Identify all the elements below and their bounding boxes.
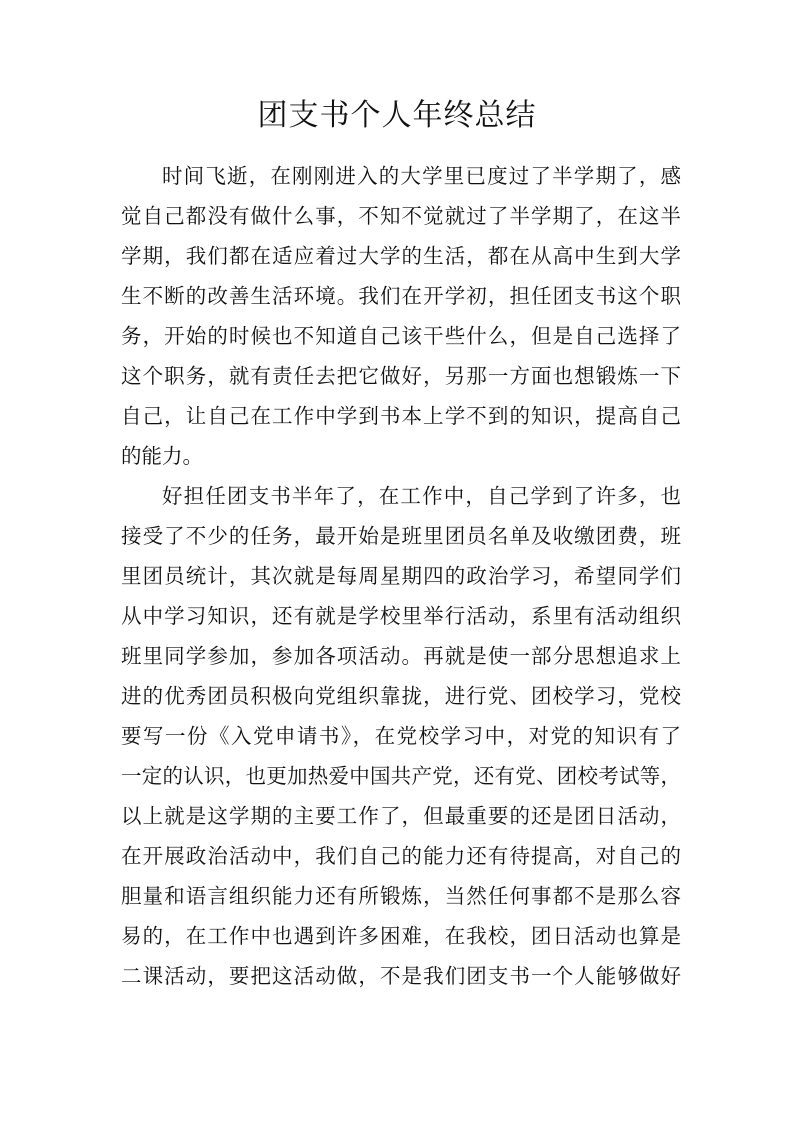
text-line: 的能力。 bbox=[121, 444, 203, 468]
paragraph-2 bbox=[121, 476, 681, 996]
text-line: 班里同学参加，参加各项活动。再就是使一部分思想追求上 bbox=[121, 644, 681, 668]
text-line: 易的，在工作中也遇到许多困难，在我校，团日活动也算是 bbox=[121, 924, 681, 948]
text-line: 自己，让自己在工作中学到书本上学不到的知识，提高自己 bbox=[121, 404, 681, 428]
text-line: 生不断的改善生活环境。我们在开学初，担任团支书这个职 bbox=[121, 284, 681, 308]
text-line: 务，开始的时候也不知道自己该干些什么，但是自己选择了 bbox=[121, 324, 681, 348]
text-line: 以上就是这学期的主要工作了，但最重要的还是团日活动， bbox=[121, 804, 681, 828]
text-line: 这个职务，就有责任去把它做好，另那一方面也想锻炼一下 bbox=[121, 364, 681, 388]
text-line: 在开展政治活动中，我们自己的能力还有待提高，对自己的 bbox=[121, 844, 681, 868]
text-line: 里团员统计，其次就是每周星期四的政治学习，希望同学们 bbox=[121, 564, 681, 588]
text-line: 从中学习知识，还有就是学校里举行活动，系里有活动组织 bbox=[121, 604, 681, 628]
paragraph-1 bbox=[121, 156, 681, 476]
page-title: 团支书个人年终总结 bbox=[257, 98, 537, 133]
text-line: 觉自己都没有做什么事，不知不觉就过了半学期了，在这半 bbox=[121, 204, 681, 228]
text-line: 胆量和语言组织能力还有所锻炼，当然任何事都不是那么容 bbox=[121, 884, 681, 908]
text-line: 学期，我们都在适应着过大学的生活，都在从高中生到大学 bbox=[121, 244, 681, 268]
text-line: 要写一份《入党申请书》，在党校学习中，对党的知识有了 bbox=[121, 724, 681, 748]
text-line: 二课活动，要把这活动做，不是我们团支书一个人能够做好 bbox=[121, 964, 681, 988]
text-line: 一定的认识，也更加热爱中国共产党，还有党、团校考试等， bbox=[121, 764, 681, 788]
text-line: 接受了不少的任务，最开始是班里团员名单及收缴团费，班 bbox=[121, 524, 681, 548]
text-line: 进的优秀团员积极向党组织靠拢，进行党、团校学习，党校 bbox=[121, 684, 681, 708]
text-line: 好担任团支书半年了，在工作中，自己学到了许多，也 bbox=[162, 484, 681, 508]
document-body bbox=[121, 156, 681, 996]
text-line: 时间飞逝，在刚刚进入的大学里已度过了半学期了，感 bbox=[162, 164, 681, 188]
